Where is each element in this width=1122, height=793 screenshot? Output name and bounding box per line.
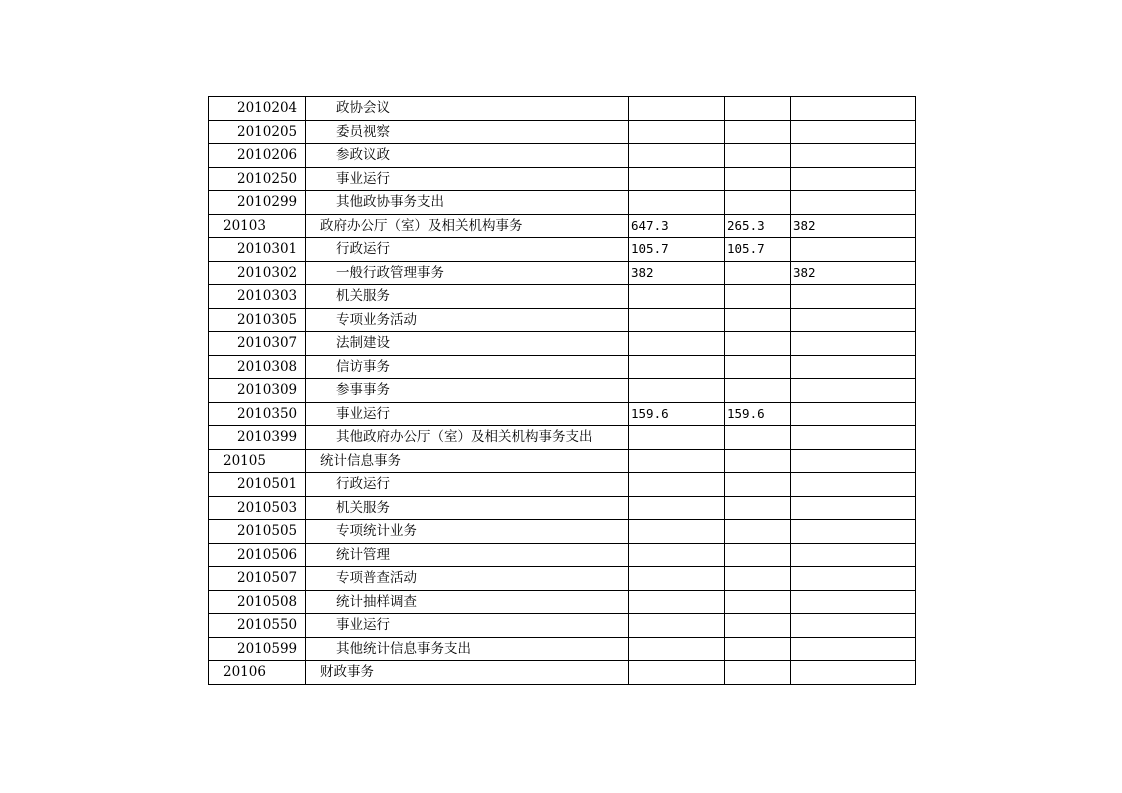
project-expenditure-cell bbox=[791, 402, 916, 426]
subject-name-cell: 机关服务 bbox=[306, 285, 629, 309]
project-expenditure-cell bbox=[791, 637, 916, 661]
table-row bbox=[209, 120, 916, 144]
table-row bbox=[209, 543, 916, 567]
basic-expenditure-cell bbox=[725, 332, 791, 356]
total-amount-cell bbox=[629, 191, 725, 215]
subject-name-cell: 事业运行 bbox=[306, 402, 629, 426]
subject-name-cell: 参事事务 bbox=[306, 379, 629, 403]
subject-code-cell: 2010599 bbox=[209, 637, 306, 661]
basic-expenditure-cell bbox=[725, 449, 791, 473]
table-row bbox=[209, 214, 916, 238]
project-expenditure-cell: 382 bbox=[791, 261, 916, 285]
subject-name-cell: 其他统计信息事务支出 bbox=[306, 637, 629, 661]
subject-name-cell: 一般行政管理事务 bbox=[306, 261, 629, 285]
subject-name-cell: 行政运行 bbox=[306, 238, 629, 262]
project-expenditure-cell bbox=[791, 285, 916, 309]
subject-code-cell: 2010299 bbox=[209, 191, 306, 215]
subject-code-cell: 2010307 bbox=[209, 332, 306, 356]
total-amount-cell bbox=[629, 426, 725, 450]
table-row bbox=[209, 308, 916, 332]
basic-expenditure-cell bbox=[725, 120, 791, 144]
table-row bbox=[209, 167, 916, 191]
subject-code-cell: 20103 bbox=[209, 214, 306, 238]
table-row bbox=[209, 473, 916, 497]
basic-expenditure-cell bbox=[725, 661, 791, 685]
total-amount-cell bbox=[629, 167, 725, 191]
basic-expenditure-cell bbox=[725, 261, 791, 285]
basic-expenditure-cell bbox=[725, 496, 791, 520]
subject-code-cell: 2010305 bbox=[209, 308, 306, 332]
project-expenditure-cell bbox=[791, 496, 916, 520]
project-expenditure-cell bbox=[791, 661, 916, 685]
table-row bbox=[209, 590, 916, 614]
basic-expenditure-cell bbox=[725, 285, 791, 309]
total-amount-cell: 647.3 bbox=[629, 214, 725, 238]
project-expenditure-cell bbox=[791, 120, 916, 144]
total-amount-cell: 382 bbox=[629, 261, 725, 285]
basic-expenditure-cell bbox=[725, 144, 791, 168]
subject-name-cell: 专项统计业务 bbox=[306, 520, 629, 544]
table-row bbox=[209, 332, 916, 356]
total-amount-cell bbox=[629, 614, 725, 638]
subject-code-cell: 2010301 bbox=[209, 238, 306, 262]
subject-name-cell: 机关服务 bbox=[306, 496, 629, 520]
total-amount-cell bbox=[629, 308, 725, 332]
subject-code-cell: 2010205 bbox=[209, 120, 306, 144]
basic-expenditure-cell bbox=[725, 426, 791, 450]
total-amount-cell bbox=[629, 97, 725, 121]
basic-expenditure-cell bbox=[725, 191, 791, 215]
total-amount-cell bbox=[629, 449, 725, 473]
subject-name-cell: 统计信息事务 bbox=[306, 449, 629, 473]
basic-expenditure-cell bbox=[725, 590, 791, 614]
subject-code-cell: 2010503 bbox=[209, 496, 306, 520]
total-amount-cell bbox=[629, 567, 725, 591]
project-expenditure-cell bbox=[791, 191, 916, 215]
subject-name-cell: 事业运行 bbox=[306, 167, 629, 191]
total-amount-cell bbox=[629, 379, 725, 403]
basic-expenditure-cell bbox=[725, 97, 791, 121]
table-row bbox=[209, 426, 916, 450]
table-row bbox=[209, 520, 916, 544]
basic-expenditure-cell bbox=[725, 637, 791, 661]
project-expenditure-cell bbox=[791, 614, 916, 638]
subject-name-cell: 专项业务活动 bbox=[306, 308, 629, 332]
subject-name-cell: 统计抽样调查 bbox=[306, 590, 629, 614]
project-expenditure-cell bbox=[791, 543, 916, 567]
subject-code-cell: 20105 bbox=[209, 449, 306, 473]
basic-expenditure-cell bbox=[725, 473, 791, 497]
table-row bbox=[209, 637, 916, 661]
subject-name-cell: 参政议政 bbox=[306, 144, 629, 168]
subject-name-cell: 政协会议 bbox=[306, 97, 629, 121]
table-row bbox=[209, 97, 916, 121]
subject-code-cell: 2010505 bbox=[209, 520, 306, 544]
subject-name-cell: 信访事务 bbox=[306, 355, 629, 379]
table-row bbox=[209, 191, 916, 215]
subject-code-cell: 20106 bbox=[209, 661, 306, 685]
project-expenditure-cell bbox=[791, 520, 916, 544]
project-expenditure-cell bbox=[791, 332, 916, 356]
subject-code-cell: 2010501 bbox=[209, 473, 306, 497]
table-row bbox=[209, 402, 916, 426]
project-expenditure-cell bbox=[791, 449, 916, 473]
table-row bbox=[209, 144, 916, 168]
total-amount-cell bbox=[629, 120, 725, 144]
basic-expenditure-cell bbox=[725, 567, 791, 591]
total-amount-cell bbox=[629, 590, 725, 614]
subject-name-cell: 事业运行 bbox=[306, 614, 629, 638]
total-amount-cell bbox=[629, 332, 725, 356]
subject-code-cell: 2010302 bbox=[209, 261, 306, 285]
table-row bbox=[209, 567, 916, 591]
subject-name-cell: 委员视察 bbox=[306, 120, 629, 144]
subject-name-cell: 财政事务 bbox=[306, 661, 629, 685]
project-expenditure-cell bbox=[791, 238, 916, 262]
total-amount-cell: 105.7 bbox=[629, 238, 725, 262]
subject-code-cell: 2010550 bbox=[209, 614, 306, 638]
total-amount-cell bbox=[629, 543, 725, 567]
project-expenditure-cell bbox=[791, 379, 916, 403]
table-row bbox=[209, 261, 916, 285]
basic-expenditure-cell bbox=[725, 520, 791, 544]
basic-expenditure-cell: 159.6 bbox=[725, 402, 791, 426]
table-row bbox=[209, 614, 916, 638]
project-expenditure-cell bbox=[791, 167, 916, 191]
subject-code-cell: 2010350 bbox=[209, 402, 306, 426]
total-amount-cell bbox=[629, 285, 725, 309]
project-expenditure-cell bbox=[791, 97, 916, 121]
project-expenditure-cell: 382 bbox=[791, 214, 916, 238]
subject-code-cell: 2010250 bbox=[209, 167, 306, 191]
basic-expenditure-cell bbox=[725, 308, 791, 332]
basic-expenditure-cell bbox=[725, 355, 791, 379]
subject-name-cell: 统计管理 bbox=[306, 543, 629, 567]
basic-expenditure-cell bbox=[725, 543, 791, 567]
table-row bbox=[209, 449, 916, 473]
project-expenditure-cell bbox=[791, 426, 916, 450]
total-amount-cell bbox=[629, 473, 725, 497]
table-body bbox=[209, 97, 916, 685]
subject-code-cell: 2010204 bbox=[209, 97, 306, 121]
total-amount-cell bbox=[629, 496, 725, 520]
subject-code-cell: 2010309 bbox=[209, 379, 306, 403]
subject-name-cell: 其他政协事务支出 bbox=[306, 191, 629, 215]
subject-name-cell: 其他政府办公厅（室）及相关机构事务支出 bbox=[306, 426, 629, 450]
project-expenditure-cell bbox=[791, 355, 916, 379]
total-amount-cell bbox=[629, 520, 725, 544]
subject-name-cell: 专项普查活动 bbox=[306, 567, 629, 591]
subject-name-cell: 政府办公厅（室）及相关机构事务 bbox=[306, 214, 629, 238]
subject-code-cell: 2010507 bbox=[209, 567, 306, 591]
total-amount-cell bbox=[629, 661, 725, 685]
subject-name-cell: 法制建设 bbox=[306, 332, 629, 356]
project-expenditure-cell bbox=[791, 308, 916, 332]
project-expenditure-cell bbox=[791, 590, 916, 614]
basic-expenditure-cell bbox=[725, 167, 791, 191]
subject-name-cell: 行政运行 bbox=[306, 473, 629, 497]
table-row bbox=[209, 355, 916, 379]
total-amount-cell bbox=[629, 355, 725, 379]
subject-code-cell: 2010206 bbox=[209, 144, 306, 168]
project-expenditure-cell bbox=[791, 144, 916, 168]
table-row bbox=[209, 238, 916, 262]
table-row bbox=[209, 496, 916, 520]
total-amount-cell bbox=[629, 637, 725, 661]
basic-expenditure-cell: 105.7 bbox=[725, 238, 791, 262]
basic-expenditure-cell bbox=[725, 614, 791, 638]
total-amount-cell bbox=[629, 144, 725, 168]
subject-code-cell: 2010308 bbox=[209, 355, 306, 379]
subject-code-cell: 2010303 bbox=[209, 285, 306, 309]
table-row bbox=[209, 379, 916, 403]
subject-code-cell: 2010506 bbox=[209, 543, 306, 567]
project-expenditure-cell bbox=[791, 567, 916, 591]
subject-code-cell: 2010399 bbox=[209, 426, 306, 450]
basic-expenditure-cell bbox=[725, 379, 791, 403]
table-row bbox=[209, 285, 916, 309]
project-expenditure-cell bbox=[791, 473, 916, 497]
basic-expenditure-cell: 265.3 bbox=[725, 214, 791, 238]
table-row bbox=[209, 661, 916, 685]
budget-table bbox=[208, 96, 916, 685]
total-amount-cell: 159.6 bbox=[629, 402, 725, 426]
subject-code-cell: 2010508 bbox=[209, 590, 306, 614]
